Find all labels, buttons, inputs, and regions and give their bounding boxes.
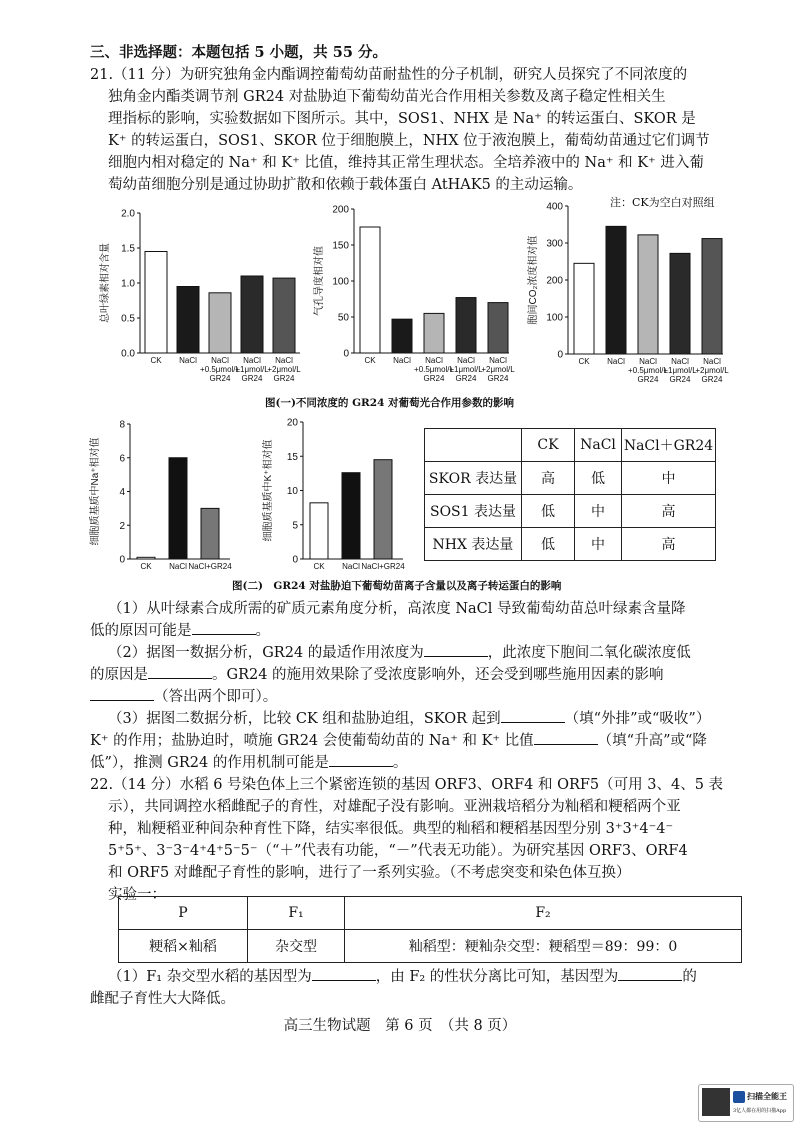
table-cell: 高: [622, 528, 716, 561]
category-label: CK: [364, 356, 376, 365]
answer-blank[interactable]: [90, 688, 154, 701]
category-label: NaCl: [393, 356, 411, 365]
y-tick-label: 0: [343, 348, 349, 360]
scanner-logo-icon: [733, 1091, 745, 1103]
y-axis-label: 总叶绿素相对含量: [100, 243, 111, 323]
q22-line-5: 和 ORF5 对雌配子育性的影响，进行了一系列实验。（不考虑突变和染色体互换）: [108, 865, 631, 881]
category-label: +2μmol/L: [481, 365, 515, 374]
scan-app-title: 扫描全能王: [747, 1091, 787, 1101]
category-label: +2μmol/L: [267, 365, 301, 374]
q22-line-1: 22.（14 分）水稻 6 号染色体上三个紧密连锁的基因 ORF3、ORF4 和 ORF5（可用 3、4、5 表: [90, 777, 724, 793]
bar: [169, 458, 187, 559]
bar: [392, 319, 412, 353]
exp-header-p: P: [119, 897, 248, 930]
text: ，此浓度下胞间二氧化碳浓度低: [487, 645, 691, 661]
text: 。GR24 的施用效果除了受浓度影响外，还会受到哪些施用因素的影响: [212, 667, 664, 683]
section-header: 三、非选择题：本题包括 5 小题，共 55 分。: [90, 44, 387, 61]
q21-sub2-line3: [90, 688, 277, 706]
text: 。: [255, 623, 270, 639]
y-tick-label: 4: [119, 487, 125, 498]
category-label: NaCl: [671, 357, 689, 366]
category-label: NaCl: [703, 357, 721, 366]
table-row-label: NHX 表达量: [425, 528, 522, 561]
text: 的: [682, 969, 697, 985]
bar: [374, 460, 392, 559]
category-label: +1μmol/L: [235, 365, 269, 374]
y-tick-label: 2.0: [121, 208, 135, 220]
answer-blank[interactable]: [424, 644, 488, 657]
text: （填“外排”或“吸收”）: [564, 711, 711, 727]
bar: [137, 557, 155, 559]
text: （1）F₁ 杂交型水稻的基因型为: [108, 969, 312, 985]
table-cell: 中: [575, 495, 622, 528]
y-tick-label: 15: [286, 451, 298, 463]
category-label: +0.5μmol/L: [200, 365, 240, 374]
category-label: GR24: [455, 374, 477, 383]
y-tick-label: 1.0: [121, 278, 135, 290]
q22-line-4: 5⁺5⁺、3⁻3⁻4⁺4⁺5⁻5⁻（“＋”代表有功能，“－”代表无功能）。为研究基因 ORF3、ORF4: [108, 843, 688, 859]
table-row-label: SOS1 表达量: [425, 495, 522, 528]
bar: [177, 287, 199, 354]
q21-sub1-line2: [90, 622, 270, 640]
fig1-caption: 图(一)不同浓度的 GR24 对葡萄光合作用参数的影响: [265, 397, 515, 409]
bar: [209, 293, 231, 353]
y-tick-label: 1.5: [121, 243, 135, 255]
y-axis-label: 气孔导度相对值: [314, 246, 325, 316]
fig2-caption: 图(二) GR24 对盐胁迫下葡萄幼苗离子含量以及离子转运蛋白的影响: [232, 580, 562, 592]
bar: [638, 235, 658, 354]
bar: [241, 276, 263, 353]
bar: [488, 303, 508, 353]
y-tick-label: 20: [286, 417, 298, 429]
category-label: NaCl: [489, 356, 507, 365]
category-label: NaCl+GR24: [188, 562, 232, 571]
bar: [574, 263, 594, 354]
scan-app-badge: [698, 1084, 794, 1122]
q21-sub1-line1: （1）从叶绿素合成所需的矿质元素角度分析，高浓度 NaCl 导致葡萄幼苗总叶绿素含量降: [108, 601, 686, 617]
experiment-table: [118, 896, 742, 963]
category-label: GR24: [487, 374, 509, 383]
answer-blank[interactable]: [501, 710, 565, 723]
bar: [424, 313, 444, 353]
category-label: NaCl: [457, 356, 475, 365]
q21-line-4: K⁺ 的转运蛋白，SOS1、SKOR 位于细胞膜上，NHX 位于液泡膜上，葡萄幼苗通过它们调节: [108, 133, 710, 149]
y-tick-label: 0: [557, 349, 563, 361]
table-row-label: SKOR 表达量: [425, 462, 522, 495]
category-label: NaCl: [639, 357, 657, 366]
category-label: +1μmol/L: [449, 365, 483, 374]
bar: [360, 227, 380, 353]
exp-header-f2: F₂: [345, 897, 742, 930]
y-axis-label: 细胞质基质中K⁺相对值: [263, 439, 274, 542]
q21-line-6: 萄幼苗细胞分别是通过协助扩散和依赖于载体蛋白 AtHAK5 的主动运输。: [108, 177, 583, 193]
category-label: NaCl: [169, 562, 187, 571]
category-label: CK: [140, 562, 152, 571]
category-label: CK: [313, 562, 325, 571]
y-tick-label: 5: [292, 520, 298, 532]
q21-sub3-line1: [108, 710, 710, 728]
category-label: GR24: [209, 374, 231, 383]
text: （答出两个即可）。: [154, 689, 278, 705]
category-label: GR24: [273, 374, 295, 383]
answer-blank[interactable]: [312, 968, 376, 981]
y-tick-label: 0.5: [121, 313, 135, 325]
category-label: NaCl+GR24: [361, 562, 405, 571]
answer-blank[interactable]: [534, 732, 598, 745]
y-tick-label: 6: [119, 453, 125, 465]
text: （填“升高”或“降: [597, 733, 707, 749]
y-tick-label: 400: [546, 201, 563, 213]
y-axis-label: 细胞质基质中Na⁺相对值: [90, 437, 101, 546]
category-label: GR24: [423, 374, 445, 383]
q21-line-3: 理指标的影响，实验数据如下图所示。其中，SOS1、NHX 是 Na⁺ 的转运蛋白、SKOR 是: [108, 111, 696, 127]
y-tick-label: 200: [332, 204, 349, 216]
bar: [273, 278, 295, 353]
category-label: CK: [150, 356, 162, 365]
q21-sub2-line1: [108, 644, 691, 662]
y-tick-label: 8: [119, 419, 125, 431]
experiment-label: 实验一：: [108, 887, 166, 903]
table-cell: 中: [622, 462, 716, 495]
table-cell: 低: [522, 495, 575, 528]
y-tick-label: 2: [119, 520, 125, 532]
category-label: CK: [578, 357, 590, 366]
text: 的原因是: [90, 667, 148, 683]
scan-app-subtitle: 3亿人都在用的扫描App: [733, 1108, 787, 1114]
answer-blank[interactable]: [192, 622, 256, 635]
text: 。: [392, 755, 408, 771]
category-label: NaCl: [243, 356, 261, 365]
y-tick-label: 0: [119, 554, 125, 566]
bar: [456, 298, 476, 353]
y-tick-label: 0.0: [121, 348, 135, 360]
y-tick-label: 100: [332, 276, 349, 288]
bar: [670, 253, 690, 354]
text: 低的原因可能是: [90, 623, 192, 639]
bar: [606, 226, 626, 354]
q22-line-2: 示），共同调控水稻雌配子的育性，对雄配子没有影响。亚洲栽培稻分为籼稻和粳稻两个亚: [108, 799, 681, 815]
exp-cell-f1: 杂交型: [248, 930, 345, 963]
answer-blank[interactable]: [148, 666, 212, 679]
text: （2）据图一数据分析，GR24 的最适作用浓度为: [108, 645, 424, 661]
q21-sub3-line3: [90, 754, 407, 772]
answer-blank[interactable]: [618, 968, 682, 981]
exp-cell-p: 粳稻×籼稻: [119, 930, 248, 963]
table-cell: 中: [575, 528, 622, 561]
text: ，由 F₂ 的性状分离比可知，基因型为: [375, 969, 619, 985]
q21-sub2-line2: [90, 666, 664, 684]
bar: [702, 239, 722, 354]
category-label: +0.5μmol/L: [628, 366, 668, 375]
expr-table-header-gr24: NaCl＋GR24: [622, 429, 716, 462]
q21-line-5: 细胞内相对稳定的 Na⁺ 和 K⁺ 比值，维持其正常生理状态。全培养液中的 Na⁺ 和 K⁺ 进入葡: [108, 155, 704, 171]
exp-header-f1: F₁: [248, 897, 345, 930]
expr-table-corner: [425, 429, 522, 462]
category-label: +1μmol/L: [663, 366, 697, 375]
q22-line-3: 种，籼粳稻亚种间杂种育性下降，结实率很低。典型的籼稻和粳稻基因型分别 3⁺3⁺4⁻4⁻: [108, 821, 674, 837]
category-label: GR24: [701, 375, 723, 384]
table-cell: 低: [522, 528, 575, 561]
category-label: NaCl: [342, 562, 360, 571]
text: （3）据图二数据分析，比较 CK 组和盐胁迫组，SKOR 起到: [108, 711, 501, 727]
expr-table-header-nacl: NaCl: [575, 429, 622, 462]
category-label: +2μmol/L: [695, 366, 729, 375]
category-label: NaCl: [275, 356, 293, 365]
category-label: GR24: [669, 375, 691, 384]
q22-sub1-line2: 雌配子育性大大降低。: [90, 991, 235, 1007]
bar: [145, 252, 167, 354]
category-label: GR24: [241, 374, 263, 383]
bar: [310, 503, 328, 559]
category-label: +0.5μmol/L: [414, 365, 454, 374]
y-axis-label: 胞间CO₂浓度相对值: [528, 235, 539, 325]
bar: [201, 508, 219, 559]
category-label: NaCl: [425, 356, 443, 365]
y-tick-label: 100: [546, 312, 563, 324]
y-tick-label: 200: [546, 275, 563, 287]
table-cell: 高: [522, 462, 575, 495]
expression-table: [424, 428, 716, 561]
y-tick-label: 50: [337, 312, 349, 324]
y-tick-label: 300: [546, 238, 563, 250]
category-label: NaCl: [607, 357, 625, 366]
y-tick-label: 10: [286, 486, 298, 497]
y-tick-label: 150: [332, 240, 349, 252]
table-cell: 低: [575, 462, 622, 495]
q21-line-1: 21.（11 分）为研究独角金内酯调控葡萄幼苗耐盐性的分子机制，研究人员探究了不同浓度的: [90, 67, 688, 83]
category-label: GR24: [637, 375, 659, 384]
category-label: NaCl: [179, 356, 197, 365]
y-tick-label: 0: [292, 554, 298, 566]
page-footer: 高三生物试题 第 6 页 （共 8 页）: [283, 1018, 517, 1034]
expr-table-header-ck: CK: [522, 429, 575, 462]
figure-note: 注：CK为空白对照组: [610, 196, 715, 209]
text: 低”），推测 GR24 的作用机制可能是: [90, 755, 329, 771]
bar: [342, 473, 360, 559]
answer-blank[interactable]: [329, 754, 393, 767]
category-label: NaCl: [211, 356, 229, 365]
q21-line-2: 独角金内酯类调节剂 GR24 对盐胁迫下葡萄幼苗光合作用相关参数及离子稳定性相关生: [108, 89, 666, 105]
q22-sub1-line1: [108, 968, 697, 986]
exp-cell-f2: 籼稻型：粳籼杂交型：粳稻型＝89：99：0: [345, 930, 742, 963]
text: K⁺ 的作用；盐胁迫时，喷施 GR24 会使葡萄幼苗的 Na⁺ 和 K⁺ 比值: [90, 733, 534, 749]
table-cell: 高: [622, 495, 716, 528]
q21-sub3-line2: [90, 732, 707, 750]
qr-code-icon: [702, 1088, 730, 1116]
